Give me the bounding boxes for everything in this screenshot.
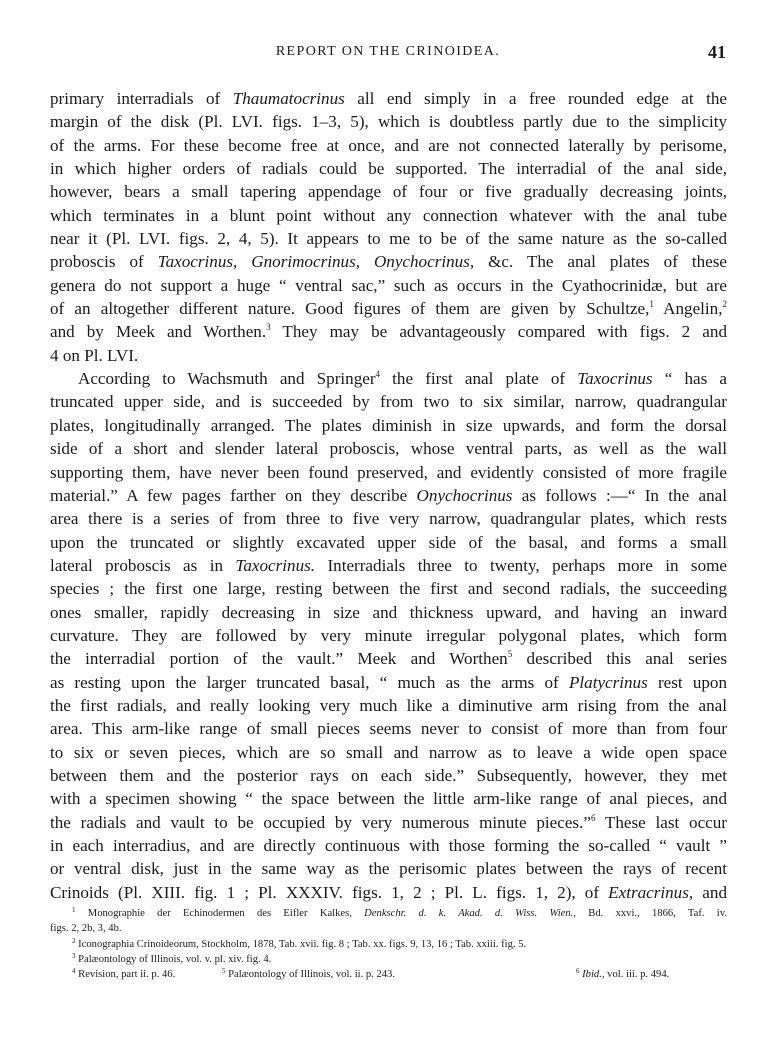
- text-line: with a specimen showing “ the space between the little arm-like range of anal pieces, and: [50, 789, 727, 809]
- text-line: the first radials, and really looking very much like a diminutive arm rising from the anal: [50, 695, 727, 715]
- footnote-2: $^2$ Iconographia Crinoideorum, Stockholm, 1878, Tab. xvii. fig. 8 ; Tab. xx. figs. 9, 13, 16 ; Tab. xxiii. fig. 5.: [72, 936, 527, 950]
- text-line: which terminates in a blunt point without any connection whatever with the anal tube: [50, 205, 727, 225]
- footnote-row: [50, 967, 727, 982]
- text-line: primary interradials of Thaumatocrinus all end simply in a free rounded edge at the: [50, 89, 728, 108]
- text-line: of the arms. For these become free at once, and are not connected laterally by perisome,: [50, 135, 727, 155]
- text-line: ones smaller, rapidly decreasing in size and thickness upward, and having an inward: [50, 602, 727, 622]
- text-line: area. This arm-like range of small pieces seems never to consist of more than from four: [50, 719, 727, 739]
- text-line: side of a short and slender lateral proboscis, whose ventral parts, as well as the wall: [50, 439, 727, 459]
- text-line: the interradial portion of the vault.” Meek and Worthen$^5$ described this anal series: [50, 649, 727, 669]
- running-title: REPORT ON THE CRINOIDEA.: [275, 44, 501, 59]
- footnote-ref: 1: [649, 299, 654, 310]
- page-header: [50, 44, 726, 68]
- text-line: upon the truncated or slightly excavated upper side of the basal, and forms a small: [50, 532, 727, 552]
- text-line: genera do not support a huge “ ventral sac,” such as occurs in the Cyathocrinidæ, but are: [50, 275, 727, 295]
- text-line: between them and the posterior rays on each side.” Subsequently, however, they met: [50, 765, 727, 785]
- text-line: material.” A few pages farther on they describe Onychocrinus as follows :—“ In the anal: [50, 485, 727, 505]
- text-line: plates, longitudinally arranged. The plates diminish in size upwards, and form the dorsal: [50, 415, 727, 435]
- text-line: supporting them, have never been found preserved, and evidently consisted of more fragile: [50, 462, 727, 482]
- footnote-ref: 3: [266, 322, 271, 333]
- paragraph: [50, 367, 727, 904]
- text-line: truncated upper side, and is succeeded by from two to six similar, narrow, quadrangular: [50, 392, 727, 412]
- text-line: the radials and vault to be occupied by very numerous minute pieces.”$^6$ These last occur: [50, 812, 727, 832]
- text-line: lateral proboscis as in Taxocrinus. Interradials three to twenty, perhaps more in some: [50, 555, 728, 575]
- paragraph: [50, 87, 727, 367]
- text-line: near it (Pl. LVI. figs. 2, 4, 5). It appears to me to be of the same nature as the so-called: [50, 229, 727, 249]
- text-line: 4 on Pl. LVI.: [50, 345, 139, 365]
- footnote-1-continued: figs. 2, 2b, 3, 4b.: [50, 923, 122, 935]
- text-line: of an altogether different nature. Good figures of them are given by Schultze,$^1$ Angelin,$^2$: [50, 299, 727, 319]
- text-line: and by Meek and Worthen.$^3$ They may be advantageously compared with figs. 2 and: [50, 322, 727, 342]
- footnote-1: $^1$ Monographie der Echinodermen des Eifler Kalkes, Denkschr. d. k. Akad. d. Wiss. Wien., Bd. xxvi., 1866, Taf. iv.: [72, 906, 728, 919]
- body-text: [50, 87, 727, 904]
- footnotes: [50, 906, 727, 982]
- footnote-ref: 2: [722, 299, 727, 310]
- text-line: in each interradius, and are directly continuous with those forming the so-called “ vault ”: [50, 836, 727, 855]
- text-line: in which higher orders of radials could be supported. The interradial of the anal side,: [50, 159, 727, 179]
- text-line: species ; the first one large, resting between the first and second radials, the succeeding: [50, 579, 727, 599]
- footnote-ref: 6: [590, 812, 596, 823]
- footnote-4: $^4$ Revision, part ii. p. 46.: [72, 967, 176, 981]
- text-line: to six or seven pieces, which are so small and narrow as to leave a wide open space: [50, 742, 727, 762]
- footnote-ref: 5: [507, 649, 513, 660]
- footnote-5: $^5$ Palæontology of Illinois, vol. ii. p. 243.: [222, 967, 396, 981]
- text-line: margin of the disk (Pl. LVI. figs. 1–3, 5), which is doubtless partly due to the simplicity: [50, 112, 727, 132]
- text-line: proboscis of Taxocrinus, Gnorimocrinus, Onychocrinus, &c. The anal plates of these: [50, 252, 727, 272]
- footnote-3: $^3$ Palæontology of Illinois, vol. v. pl. xiv. fig. 4.: [72, 951, 272, 965]
- text-line: Crinoids (Pl. XIII. fig. 1 ; Pl. XXXIV. figs. 1, 2 ; Pl. L. figs. 1, 2), of Extracrinus, and: [50, 882, 727, 902]
- text-line: or ventral disk, just in the same way as the perisomic plates between the rays of recent: [50, 859, 727, 879]
- text-line: curvature. They are followed by very minute irregular polygonal plates, which form: [50, 625, 727, 645]
- page-number: 41: [708, 42, 726, 62]
- text-line: According to Wachsmuth and Springer$^4$ the first anal plate of Taxocrinus “ has a: [78, 369, 727, 389]
- text-line: area there is a series of from three to five very narrow, quadrangular plates, which rests: [50, 509, 727, 529]
- text-line: as resting upon the larger truncated basal, “ much as the arms of Platycrinus rest upon: [50, 672, 728, 692]
- text-line: however, bears a small tapering appendage of four or five gradually decreasing joints,: [50, 182, 727, 202]
- footnote-ref: 4: [375, 369, 381, 380]
- footnote-6: $^6$ Ibid., vol. iii. p. 494.: [576, 967, 670, 981]
